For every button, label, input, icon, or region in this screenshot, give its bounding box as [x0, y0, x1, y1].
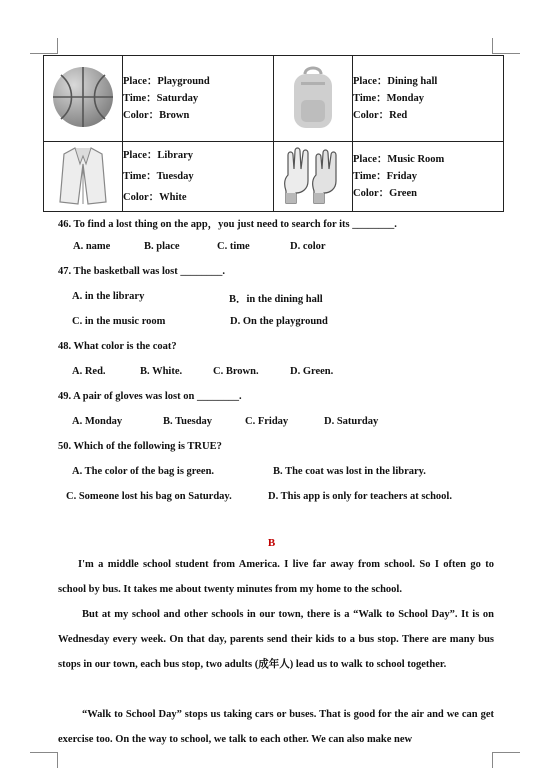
item-time: Monday — [386, 93, 424, 104]
question-stem: 48. What color is the coat? — [58, 341, 177, 352]
crop-mark — [492, 752, 520, 753]
section-title: B — [267, 537, 276, 549]
item-info-cell: Place：Playground Time：Saturday Color：Brown — [123, 56, 274, 142]
answer-option[interactable]: A. Red. — [72, 366, 106, 377]
answer-option[interactable]: C. Someone lost his bag on Saturday. — [66, 491, 232, 502]
item-image-cell — [274, 56, 353, 142]
answer-option[interactable]: B. The coat was lost in the library. — [273, 466, 426, 477]
crop-mark — [30, 53, 58, 54]
item-color: Brown — [159, 110, 190, 121]
answer-option[interactable]: A. The color of the bag is green. — [72, 466, 215, 477]
item-info-cell: Place：Dining hall Time：Monday Color：Red — [353, 56, 504, 142]
answer-option[interactable]: B. place — [144, 241, 180, 252]
passage-paragraph: “Walk to School Day” stops us taking cars or buses. That is good for the air and we can get exercise too. On the way to school, we talk to each other. We can also make new — [58, 709, 494, 745]
item-time: Friday — [386, 171, 417, 182]
answer-option[interactable]: C. Brown. — [213, 366, 259, 377]
answer-option[interactable]: A. Monday — [72, 416, 123, 427]
crop-mark — [492, 53, 520, 54]
question-stem: 49. A pair of gloves was lost on ________. — [58, 391, 242, 402]
item-time: Tuesday — [156, 171, 194, 182]
answer-option[interactable]: D. This app is only for teachers at school. — [268, 491, 452, 502]
answer-option[interactable]: C. in the music room — [72, 316, 166, 327]
item-place: Library — [157, 150, 193, 161]
question-stem: 47. The basketball was lost ________. — [58, 266, 225, 277]
crop-mark — [57, 38, 58, 54]
item-info-cell: Place：Library Time：Tuesday Color：White — [123, 142, 274, 212]
answer-option[interactable]: A. in the library — [72, 291, 145, 302]
answer-option[interactable]: B. Tuesday — [163, 416, 213, 427]
item-image-cell — [274, 142, 353, 212]
item-color: Red — [389, 110, 408, 121]
answer-option[interactable]: D. Saturday — [324, 416, 379, 427]
item-place: Dining hall — [387, 76, 438, 87]
crop-mark — [492, 38, 493, 54]
item-place: Music Room — [387, 154, 445, 165]
item-image-cell — [44, 56, 123, 142]
gloves-icon — [282, 145, 344, 205]
item-place: Playground — [157, 76, 210, 87]
crop-mark — [492, 752, 493, 768]
answer-option[interactable]: D. color — [290, 241, 326, 252]
answer-option[interactable]: A. name — [73, 241, 111, 252]
answer-option[interactable]: B．in the dining hall — [229, 294, 323, 305]
item-image-cell — [44, 142, 123, 212]
answer-option[interactable]: C. time — [217, 241, 250, 252]
answer-option[interactable]: D. Green. — [290, 366, 334, 377]
answer-option[interactable]: D. On the playground — [230, 316, 328, 327]
item-color: White — [159, 192, 187, 203]
item-info-cell: Place：Music Room Time：Friday Color：Green — [353, 142, 504, 212]
crop-mark — [57, 752, 58, 768]
passage-paragraph: But at my school and other schools in our town, there is a “Walk to School Day”. It is on Wednesday every week. On that day, parents send their kids to a bus stop. There are many bus stops in our town, each bus stop, two adults (成年人) lead us to walk to school together. — [58, 609, 494, 670]
passage-paragraph: I'm a middle school student from America. I live far away from school. So I often go to school by bus. It takes me about twenty minutes from my home to the school. — [58, 559, 494, 595]
basketball-icon — [51, 65, 115, 129]
lost-items-table — [43, 55, 504, 212]
coat-icon — [58, 144, 108, 206]
answer-option[interactable]: B. White. — [140, 366, 183, 377]
backpack-icon — [289, 64, 337, 130]
item-color: Green — [389, 188, 417, 199]
answer-option[interactable]: C. Friday — [245, 416, 289, 427]
question-stem: 46. To find a lost thing on the app，you just need to search for its ________. — [58, 219, 397, 230]
question-stem: 50. Which of the following is TRUE? — [58, 441, 222, 452]
item-time: Saturday — [156, 93, 199, 104]
crop-mark — [30, 752, 58, 753]
